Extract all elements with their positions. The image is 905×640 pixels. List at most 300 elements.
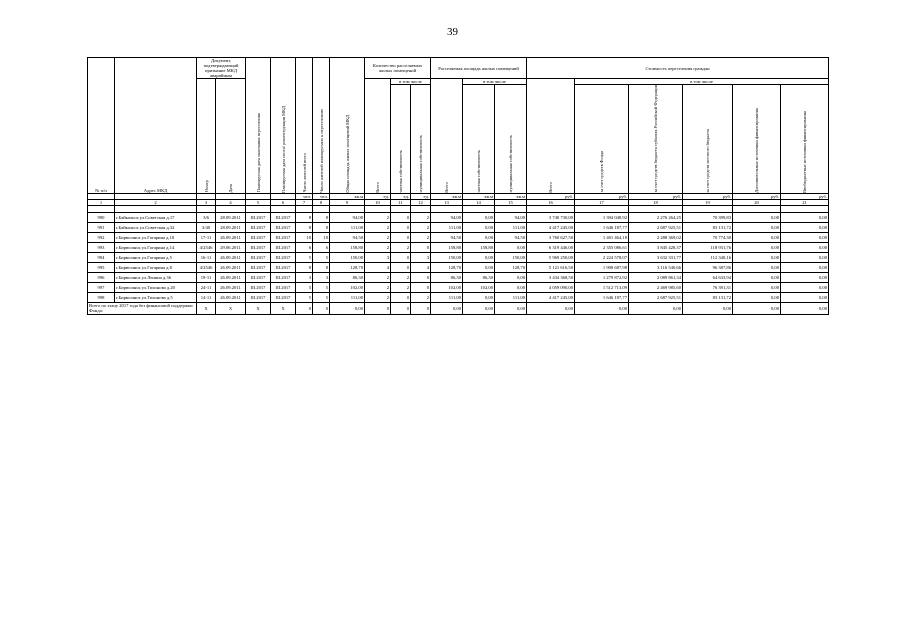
table-cell: 1 646 187,77 xyxy=(575,222,629,232)
table-cell: 2 xyxy=(411,212,431,222)
table-cell: III.2017 xyxy=(246,222,271,232)
total-cell: 0 xyxy=(365,302,391,314)
total-cell: 0 xyxy=(391,302,411,314)
table-cell: 0,00 xyxy=(733,282,781,292)
table-body xyxy=(88,205,829,314)
table-cell: 0,00 xyxy=(463,212,495,222)
total-cell: 0,00 xyxy=(733,302,781,314)
table-cell: 86,30 xyxy=(330,272,365,282)
table-cell: 0,00 xyxy=(733,222,781,232)
column-number-cell: 3 xyxy=(197,199,216,205)
total-cell: 0,00 xyxy=(330,302,365,314)
total-cell: 0 xyxy=(313,302,330,314)
table-cell: 111,00 xyxy=(330,292,365,302)
table-cell: 1 908 687,98 xyxy=(575,262,629,272)
table-cell: 0 xyxy=(391,252,411,262)
header-residents-plan: Число жителей планируемых к переселению xyxy=(313,58,330,194)
table-cell: 4/2546 xyxy=(197,242,216,252)
unit-cell: чел. xyxy=(313,193,330,199)
table-cell: 0 xyxy=(411,272,431,282)
table-cell: 29.06.2011 xyxy=(216,242,246,252)
table-cell: 150,00 xyxy=(495,252,527,262)
table-cell: 4 xyxy=(411,262,431,272)
spacer-cell xyxy=(271,205,296,212)
table-cell: 0,00 xyxy=(463,232,495,242)
table-cell: 0 xyxy=(391,262,411,272)
table-cell: 70 399,83 xyxy=(683,212,733,222)
table-cell: 998 xyxy=(88,292,115,302)
table-cell: 5 xyxy=(313,292,330,302)
table-cell: 2 276 264,25 xyxy=(629,212,683,222)
table-cell: 3 116 540,66 xyxy=(629,262,683,272)
column-number-cell: 10 xyxy=(365,199,391,205)
table-cell: 0,00 xyxy=(495,272,527,282)
table-cell: 150,00 xyxy=(330,252,365,262)
table-row xyxy=(88,222,829,232)
table-cell: 94,00 xyxy=(330,212,365,222)
total-cell: 0,00 xyxy=(781,302,829,314)
table-cell: 1 401 464,18 xyxy=(575,232,629,242)
header-no: № п/п xyxy=(88,58,115,194)
table-cell: 3 845 428,37 xyxy=(629,242,683,252)
table-cell: 94,00 xyxy=(495,212,527,222)
table-cell: 10 xyxy=(296,232,313,242)
spacer-cell xyxy=(216,205,246,212)
header-cost-extra2: Внебюджетные источники финансирования xyxy=(781,85,829,194)
header-residents-count: Число жителей всего xyxy=(296,58,313,194)
table-cell: 2 687 925,51 xyxy=(629,222,683,232)
header-area-total: Всего xyxy=(431,79,463,194)
total-cell: 0 xyxy=(411,302,431,314)
table-cell: 2 xyxy=(411,222,431,232)
column-number-cell: 12 xyxy=(411,199,431,205)
table-cell: 4 417 245,00 xyxy=(527,222,575,232)
table-cell: 19-11 xyxy=(197,272,216,282)
column-number-cell: 14 xyxy=(463,199,495,205)
table-cell: 2 xyxy=(365,272,391,282)
table-cell: 102,00 xyxy=(431,282,463,292)
table-cell: 26.09.2011 xyxy=(216,262,246,272)
table-cell: 83 131,72 xyxy=(683,292,733,302)
table-cell: 0,00 xyxy=(781,252,829,262)
unit-cell: кв.м xyxy=(330,193,365,199)
unit-cell: кв.м xyxy=(463,193,495,199)
table-cell: 8 xyxy=(313,222,330,232)
table-cell: 2 xyxy=(391,242,411,252)
table-cell: 991 xyxy=(88,222,115,232)
table-cell: 2 xyxy=(365,292,391,302)
table-cell: 128,70 xyxy=(431,262,463,272)
table-cell: 111,00 xyxy=(431,222,463,232)
table-cell: 6 xyxy=(296,242,313,252)
table-cell: 2 xyxy=(391,282,411,292)
header-doc-number: Номер xyxy=(197,79,216,194)
spacer-cell xyxy=(246,205,271,212)
table-row xyxy=(88,292,829,302)
header-doc-date: Дата xyxy=(216,79,246,194)
table-cell: 26.09.2011 xyxy=(216,252,246,262)
table-row xyxy=(88,272,829,282)
spacer-cell xyxy=(431,205,463,212)
header-address: Адрес МКД xyxy=(115,58,197,194)
header-planned-demolish-date: Планируемая дата сноса/ реконструкции МКД xyxy=(271,58,296,194)
header-area-municipal: муниципальная собственность xyxy=(495,85,527,194)
table-cell: 4 xyxy=(365,262,391,272)
spacer-cell xyxy=(330,205,365,212)
table-cell: 111,00 xyxy=(330,222,365,232)
table-row xyxy=(88,242,829,252)
table-cell: 118 931,76 xyxy=(683,242,733,252)
table-cell: III.2017 xyxy=(271,292,296,302)
table-cell: 0,00 xyxy=(781,282,829,292)
total-cell: 0,00 xyxy=(527,302,575,314)
table-cell: III.2017 xyxy=(246,262,271,272)
table-cell: 26.09.2011 xyxy=(216,272,246,282)
table-cell: 5 121 616,50 xyxy=(527,262,575,272)
resettlement-table xyxy=(87,57,829,315)
column-number-cell: 5 xyxy=(246,199,271,205)
table-cell: 158,80 xyxy=(431,242,463,252)
table-cell: 10 xyxy=(313,232,330,242)
table-cell: III.2017 xyxy=(246,252,271,262)
table-cell: 993 xyxy=(88,242,115,252)
table-cell: г.Бирюсинск ул.Гагарина д.8 xyxy=(115,262,197,272)
spacer-cell xyxy=(683,205,733,212)
total-cell: 0,00 xyxy=(431,302,463,314)
column-number-cell: 16 xyxy=(527,199,575,205)
table-cell: 3 xyxy=(365,252,391,262)
table-cell: 0,00 xyxy=(463,222,495,232)
table-cell: г.Байкальск ул.Советская д.17 xyxy=(115,212,197,222)
header-row-1 xyxy=(88,58,829,79)
table-cell: 997 xyxy=(88,282,115,292)
table-cell: 0,00 xyxy=(781,222,829,232)
table-cell: III.2017 xyxy=(246,282,271,292)
table-cell: 5 969 250,00 xyxy=(527,252,575,262)
table-cell: 102,00 xyxy=(330,282,365,292)
spacer-cell xyxy=(391,205,411,212)
column-number-cell: 11 xyxy=(391,199,411,205)
header-rooms-count: Количество расселяемых жилых помещений xyxy=(365,58,431,79)
table-cell: 992 xyxy=(88,232,115,242)
table-cell: 3 xyxy=(411,252,431,262)
table-cell: 76 391,31 xyxy=(683,282,733,292)
spacer-cell xyxy=(527,205,575,212)
column-number-cell: 18 xyxy=(629,199,683,205)
table-cell: 28.09.2011 xyxy=(216,222,246,232)
spacer-cell xyxy=(463,205,495,212)
table-cell: 2 xyxy=(365,222,391,232)
spacer-cell xyxy=(629,205,683,212)
header-cost-extra: Дополнительные источники финансирования xyxy=(733,85,781,194)
table-cell: 1 394 048,92 xyxy=(575,212,629,222)
table-cell: III.2017 xyxy=(246,242,271,252)
table-cell: 0,00 xyxy=(733,242,781,252)
table-cell: 94,50 xyxy=(431,232,463,242)
table-cell: 2 xyxy=(365,242,391,252)
header-rooms-municipal: муниципальная собственность xyxy=(411,85,431,194)
column-number-cell: 17 xyxy=(575,199,629,205)
table-cell: 4 059 090,00 xyxy=(527,282,575,292)
table-cell: 94,50 xyxy=(330,232,365,242)
table-cell: III.2017 xyxy=(271,282,296,292)
table-cell: 0 xyxy=(391,232,411,242)
header-area-in-that: в том числе xyxy=(463,79,527,85)
table-cell: 1 646 187,77 xyxy=(575,292,629,302)
table-row xyxy=(88,262,829,272)
header-area-group: Расселяемая площадь жилых помещений xyxy=(431,58,527,79)
table-row xyxy=(88,252,829,262)
table-cell: г.Бирюсинск ул.Тихонова д.5 xyxy=(115,292,197,302)
total-cell: 0,00 xyxy=(629,302,683,314)
table-cell: 112 340,16 xyxy=(683,252,733,262)
table-cell: 995 xyxy=(88,262,115,272)
table-cell: 111,00 xyxy=(495,292,527,302)
table-cell: 128,70 xyxy=(330,262,365,272)
table-cell: 4/2546 xyxy=(197,262,216,272)
table-cell: III.2017 xyxy=(271,252,296,262)
table-cell: 0,00 xyxy=(733,212,781,222)
column-number-cell: 9 xyxy=(330,199,365,205)
table-cell: 70 774,30 xyxy=(683,232,733,242)
total-cell: 0,00 xyxy=(683,302,733,314)
header-cost-total: Всего xyxy=(527,79,575,194)
table-cell: III.2017 xyxy=(271,212,296,222)
table-row xyxy=(88,232,829,242)
page-number: 39 xyxy=(447,26,458,38)
total-cell: 0,00 xyxy=(495,302,527,314)
table-cell: 0 xyxy=(411,282,431,292)
table-cell: 111,00 xyxy=(431,292,463,302)
total-row xyxy=(88,302,829,314)
table-cell: 5 xyxy=(296,282,313,292)
table-cell: 3 760 627,50 xyxy=(527,232,575,242)
table-cell: 2 xyxy=(411,292,431,302)
table-cell: 0,00 xyxy=(733,262,781,272)
header-rooms-in-that: в том числе xyxy=(391,79,431,85)
table-cell: 128,70 xyxy=(495,262,527,272)
table-cell: г.Бирюсинск ул.Тихонова д.20 xyxy=(115,282,197,292)
table-cell: г.Бирюсинск ул.Гагарина д.10 xyxy=(115,232,197,242)
table-cell: 158,80 xyxy=(463,242,495,252)
table-cell: 2 xyxy=(365,212,391,222)
table-cell: 3 740 730,00 xyxy=(527,212,575,222)
table-cell: III.2017 xyxy=(246,292,271,302)
unit-cell: кв.м xyxy=(431,193,463,199)
header-cost-region: за счет средств бюджета субъекта Российской Федерации xyxy=(629,85,683,194)
table-cell: 996 xyxy=(88,272,115,282)
table-cell: 3/6 xyxy=(197,212,216,222)
spacer-cell xyxy=(313,205,330,212)
table-cell: 0,00 xyxy=(781,292,829,302)
table-cell: 2 687 925,51 xyxy=(629,292,683,302)
table-cell: 17-11 xyxy=(197,232,216,242)
table-cell: 0 xyxy=(391,292,411,302)
header-area-private: частная собственность xyxy=(463,85,495,194)
table-cell: 8 xyxy=(296,212,313,222)
table-cell: г.Бирюсинск ул.Ленина д.36 xyxy=(115,272,197,282)
table-cell: 8 xyxy=(313,262,330,272)
table-cell: 2 224 578,07 xyxy=(575,252,629,262)
spacer-cell xyxy=(197,205,216,212)
table-cell: 3/40 xyxy=(197,222,216,232)
table-cell: 0,00 xyxy=(733,252,781,262)
total-cell: Х xyxy=(197,302,216,314)
table-cell: г.Бирюсинск ул.Гагарина д.5 xyxy=(115,252,197,262)
table-cell: 5 xyxy=(296,252,313,262)
column-number-cell: 7 xyxy=(296,199,313,205)
table-cell: 2 089 861,34 xyxy=(629,272,683,282)
unit-cell: руб. xyxy=(683,193,733,199)
header-cost-fund: за счет средств Фонда xyxy=(575,85,629,194)
total-label: Всего по этапу 2017 года без финансовой поддержки Фонда: xyxy=(88,302,197,314)
spacer-cell xyxy=(115,205,197,212)
spacer-cell xyxy=(575,205,629,212)
column-number-cell: 15 xyxy=(495,199,527,205)
header-cost-local: за счет средств местного бюджета xyxy=(683,85,733,194)
column-number-cell: 20 xyxy=(733,199,781,205)
table-cell: 86,30 xyxy=(463,272,495,282)
table-cell: 28.09.2011 xyxy=(216,212,246,222)
unit-cell: ед. xyxy=(411,193,431,199)
spacer-cell xyxy=(88,205,115,212)
table-cell: 24-11 xyxy=(197,282,216,292)
table-cell: 5 xyxy=(296,292,313,302)
table-cell: III.2017 xyxy=(271,222,296,232)
header-rooms-total: Всего xyxy=(365,79,391,194)
table-cell: 0,00 xyxy=(495,242,527,252)
spacer-cell xyxy=(781,205,829,212)
table-cell: III.2017 xyxy=(246,272,271,282)
total-cell: 0,00 xyxy=(575,302,629,314)
table-cell: 2 xyxy=(365,232,391,242)
table-cell: 3 632 331,77 xyxy=(629,252,683,262)
table-cell: 0,00 xyxy=(781,242,829,252)
table-cell: 0 xyxy=(411,242,431,252)
table-cell: 26.09.2011 xyxy=(216,282,246,292)
unit-cell: руб. xyxy=(781,193,829,199)
header-total-area: Общая площадь жилых помещений МКД xyxy=(330,58,365,194)
table-cell: 8 xyxy=(313,212,330,222)
header-cost-in-that: в том числе xyxy=(575,79,829,85)
column-number-cell: 4 xyxy=(216,199,246,205)
total-cell: Х xyxy=(246,302,271,314)
table-cell: 26.09.2011 xyxy=(216,232,246,242)
table-cell: 5 xyxy=(313,282,330,292)
spacer-cell xyxy=(365,205,391,212)
unit-cell: ед. xyxy=(391,193,411,199)
table-cell: 0,00 xyxy=(463,292,495,302)
total-cell: Х xyxy=(216,302,246,314)
table-cell: 3 xyxy=(296,272,313,282)
table-cell: 2 xyxy=(411,232,431,242)
table-cell: г.Байкальск ул.Советская д.32 xyxy=(115,222,197,232)
table-cell: 83 131,72 xyxy=(683,222,733,232)
table-cell: 102,00 xyxy=(463,282,495,292)
header-cost-group: Стоимость переселения граждан xyxy=(527,58,829,79)
table-cell: 0,00 xyxy=(781,272,829,282)
total-cell: 0,00 xyxy=(463,302,495,314)
table-cell: 8 xyxy=(296,262,313,272)
table-cell: 158,80 xyxy=(330,242,365,252)
unit-cell: руб. xyxy=(629,193,683,199)
header-planned-resettle-date: Планируемая дата окончания переселения xyxy=(246,58,271,194)
spacer-cell xyxy=(411,205,431,212)
unit-cell: кв.м xyxy=(495,193,527,199)
table-cell: 94,50 xyxy=(495,232,527,242)
table-cell: 0,00 xyxy=(781,262,829,272)
table-cell: 1 279 872,92 xyxy=(575,272,629,282)
table-cell: 4 417 245,00 xyxy=(527,292,575,302)
table-cell: 2 xyxy=(365,282,391,292)
table-cell: 2 469 985,60 xyxy=(629,282,683,292)
table-cell: III.2017 xyxy=(271,242,296,252)
table-cell: 0 xyxy=(391,222,411,232)
column-number-cell: 1 xyxy=(88,199,115,205)
table-cell: III.2017 xyxy=(271,262,296,272)
column-number-cell: 6 xyxy=(271,199,296,205)
table-cell: 0,00 xyxy=(781,232,829,242)
unit-cell: руб. xyxy=(527,193,575,199)
table-row xyxy=(88,282,829,292)
column-number-cell: 19 xyxy=(683,199,733,205)
unit-cell: руб. xyxy=(733,193,781,199)
table-cell: 0,00 xyxy=(781,212,829,222)
total-cell: Х xyxy=(271,302,296,314)
table-cell: 0,00 xyxy=(495,282,527,292)
table-cell: 0,00 xyxy=(463,262,495,272)
table-cell: 96 387,86 xyxy=(683,262,733,272)
table-cell: 990 xyxy=(88,212,115,222)
table-cell: III.2017 xyxy=(271,272,296,282)
table-cell: 0 xyxy=(391,212,411,222)
unit-cell: чел. xyxy=(296,193,313,199)
table-cell: 3 434 368,50 xyxy=(527,272,575,282)
table-cell: 2 xyxy=(391,272,411,282)
table-cell: г.Бирюсинск ул.Гагарина д.14 xyxy=(115,242,197,252)
spacer-cell xyxy=(495,205,527,212)
table-cell: 6 xyxy=(313,242,330,252)
table-cell: 6 319 446,00 xyxy=(527,242,575,252)
table-cell: 26.09.2011 xyxy=(216,292,246,302)
table-cell: III.2017 xyxy=(246,232,271,242)
table-cell: III.2017 xyxy=(271,232,296,242)
column-number-cell: 21 xyxy=(781,199,829,205)
table-cell: 94,00 xyxy=(431,212,463,222)
unit-cell: ед. xyxy=(365,193,391,199)
table-row xyxy=(88,212,829,222)
table-cell: 86,30 xyxy=(431,272,463,282)
table-cell: 2 288 369,02 xyxy=(629,232,683,242)
unit-cell: руб. xyxy=(575,193,629,199)
column-number-cell: 2 xyxy=(115,199,197,205)
table-cell: 0,00 xyxy=(463,252,495,262)
table-cell: 16-11 xyxy=(197,252,216,262)
column-number-cell: 13 xyxy=(431,199,463,205)
table-cell: 14-11 xyxy=(197,292,216,302)
table-cell: 1 512 713,09 xyxy=(575,282,629,292)
table-cell: 64 633,94 xyxy=(683,272,733,282)
table-cell: 5 xyxy=(313,252,330,262)
table-cell: 0,00 xyxy=(733,292,781,302)
table-cell: 0,00 xyxy=(733,232,781,242)
column-number-cell: 8 xyxy=(313,199,330,205)
spacer-cell xyxy=(296,205,313,212)
spacer-row xyxy=(88,205,829,212)
table-cell: 2 355 086,61 xyxy=(575,242,629,252)
spacer-cell xyxy=(733,205,781,212)
table-cell: 8 xyxy=(296,222,313,232)
